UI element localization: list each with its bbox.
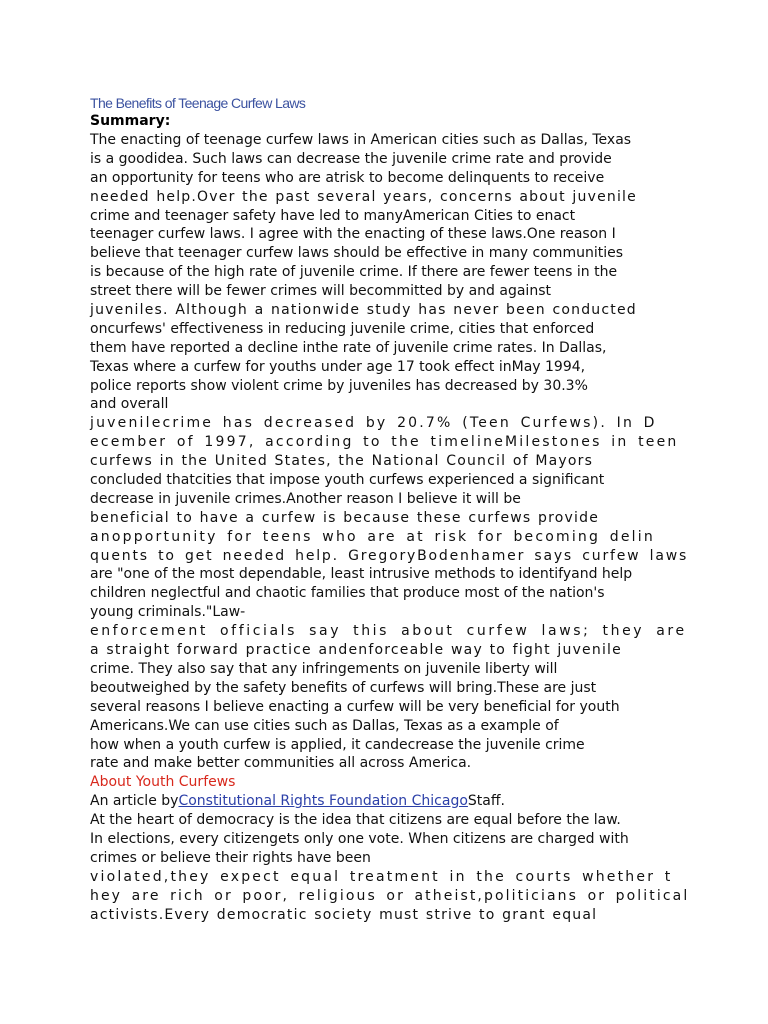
- text-line: rate and make better communities all across America.: [90, 755, 472, 772]
- text-line: enforcement officials say this about curfew laws; they are: [90, 623, 687, 640]
- text-line: anopportunity for teens who are at risk for becoming delin: [90, 528, 655, 545]
- text-line: teenager curfew laws. I agree with the enacting of these laws.One reason I: [90, 226, 616, 243]
- text-line: ecember of 1997, according to the timelineMilestones in teen: [90, 434, 679, 451]
- summary-heading: Summary:: [90, 113, 171, 129]
- article-byline: [90, 792, 690, 811]
- text-line: how when a youth curfew is applied, it candecrease the juvenile crime: [90, 736, 585, 753]
- byline-prefix: An article by: [90, 793, 179, 810]
- summary-text: [90, 131, 690, 773]
- text-line: Americans.We can use cities such as Dallas, Texas as a example of: [90, 717, 559, 734]
- text-line: hey are rich or poor, religious or atheist,politicians or political: [90, 887, 690, 904]
- text-line: believe that teenager curfew laws should be effective in many communities: [90, 245, 624, 262]
- text-line: concluded thatcities that impose youth curfews experienced a significant: [90, 472, 605, 489]
- text-line: is a goodidea. Such laws can decrease the juvenile crime rate and provide: [90, 150, 612, 167]
- text-line: activists.Every democratic society must strive to grant equal: [90, 906, 598, 923]
- text-line: needed help.Over the past several years, concerns about juvenile: [90, 188, 637, 205]
- text-line: oncurfews' effectiveness in reducing juvenile crime, cities that enforced: [90, 320, 595, 337]
- text-line: juveniles. Although a nationwide study has never been conducted: [90, 302, 637, 319]
- text-line: are "one of the most dependable, least intrusive methods to identifyand help: [90, 566, 633, 583]
- text-line: police reports show violent crime by juveniles has decreased by 30.3%: [90, 377, 588, 394]
- text-line: decrease in juvenile crimes.Another reason I believe it will be: [90, 490, 521, 507]
- text-line: beneficial to have a curfew is because these curfews provide: [90, 509, 600, 526]
- article-text: [90, 811, 690, 924]
- text-line: a straight forward practice andenforceable way to fight juvenile: [90, 642, 622, 659]
- text-line: At the heart of democracy is the idea that citizens are equal before the law.: [90, 812, 621, 829]
- text-line: crimes or believe their rights have been: [90, 849, 371, 866]
- document-body: [90, 94, 690, 924]
- author-link[interactable]: Constitutional Rights Foundation Chicago: [178, 793, 468, 810]
- text-line: crime. They also say that any infringements on juvenile liberty will: [90, 660, 558, 677]
- text-line: crime and teenager safety have led to manyAmerican Cities to enact: [90, 207, 576, 224]
- text-line: and overall: [90, 396, 169, 413]
- text-line: an opportunity for teens who are atrisk to become delinquents to receive: [90, 169, 605, 186]
- text-line: children neglectful and chaotic families that produce most of the nation's: [90, 585, 605, 602]
- byline-suffix: Staff.: [467, 793, 505, 810]
- text-line: In elections, every citizengets only one vote. When citizens are charged with: [90, 830, 629, 847]
- text-line: The enacting of teenage curfew laws in American cities such as Dallas, Texas: [90, 132, 632, 148]
- text-line: juvenilecrime has decreased by 20.7% (Teen Curfews). In D: [90, 415, 657, 432]
- text-line: them have reported a decline inthe rate of juvenile crime rates. In Dallas,: [90, 339, 607, 356]
- text-line: beoutweighed by the safety benefits of curfews will bring.These are just: [90, 679, 597, 696]
- text-line: young criminals."Law-: [90, 604, 246, 621]
- text-line: is because of the high rate of juvenile crime. If there are fewer teens in the: [90, 264, 618, 281]
- document-title: The Benefits of Teenage Curfew Laws: [90, 95, 306, 111]
- text-line: several reasons I believe enacting a curfew will be very beneficial for youth: [90, 698, 620, 715]
- text-line: quents to get needed help. GregoryBodenhamer says curfew laws: [90, 547, 689, 564]
- section-heading: About Youth Curfews: [90, 774, 236, 791]
- text-line: violated,they expect equal treatment in the courts whether t: [90, 868, 673, 885]
- text-line: street there will be fewer crimes will becommitted by and against: [90, 283, 551, 300]
- text-line: curfews in the United States, the National Council of Mayors: [90, 453, 594, 470]
- text-line: Texas where a curfew for youths under age 17 took effect inMay 1994,: [90, 358, 586, 375]
